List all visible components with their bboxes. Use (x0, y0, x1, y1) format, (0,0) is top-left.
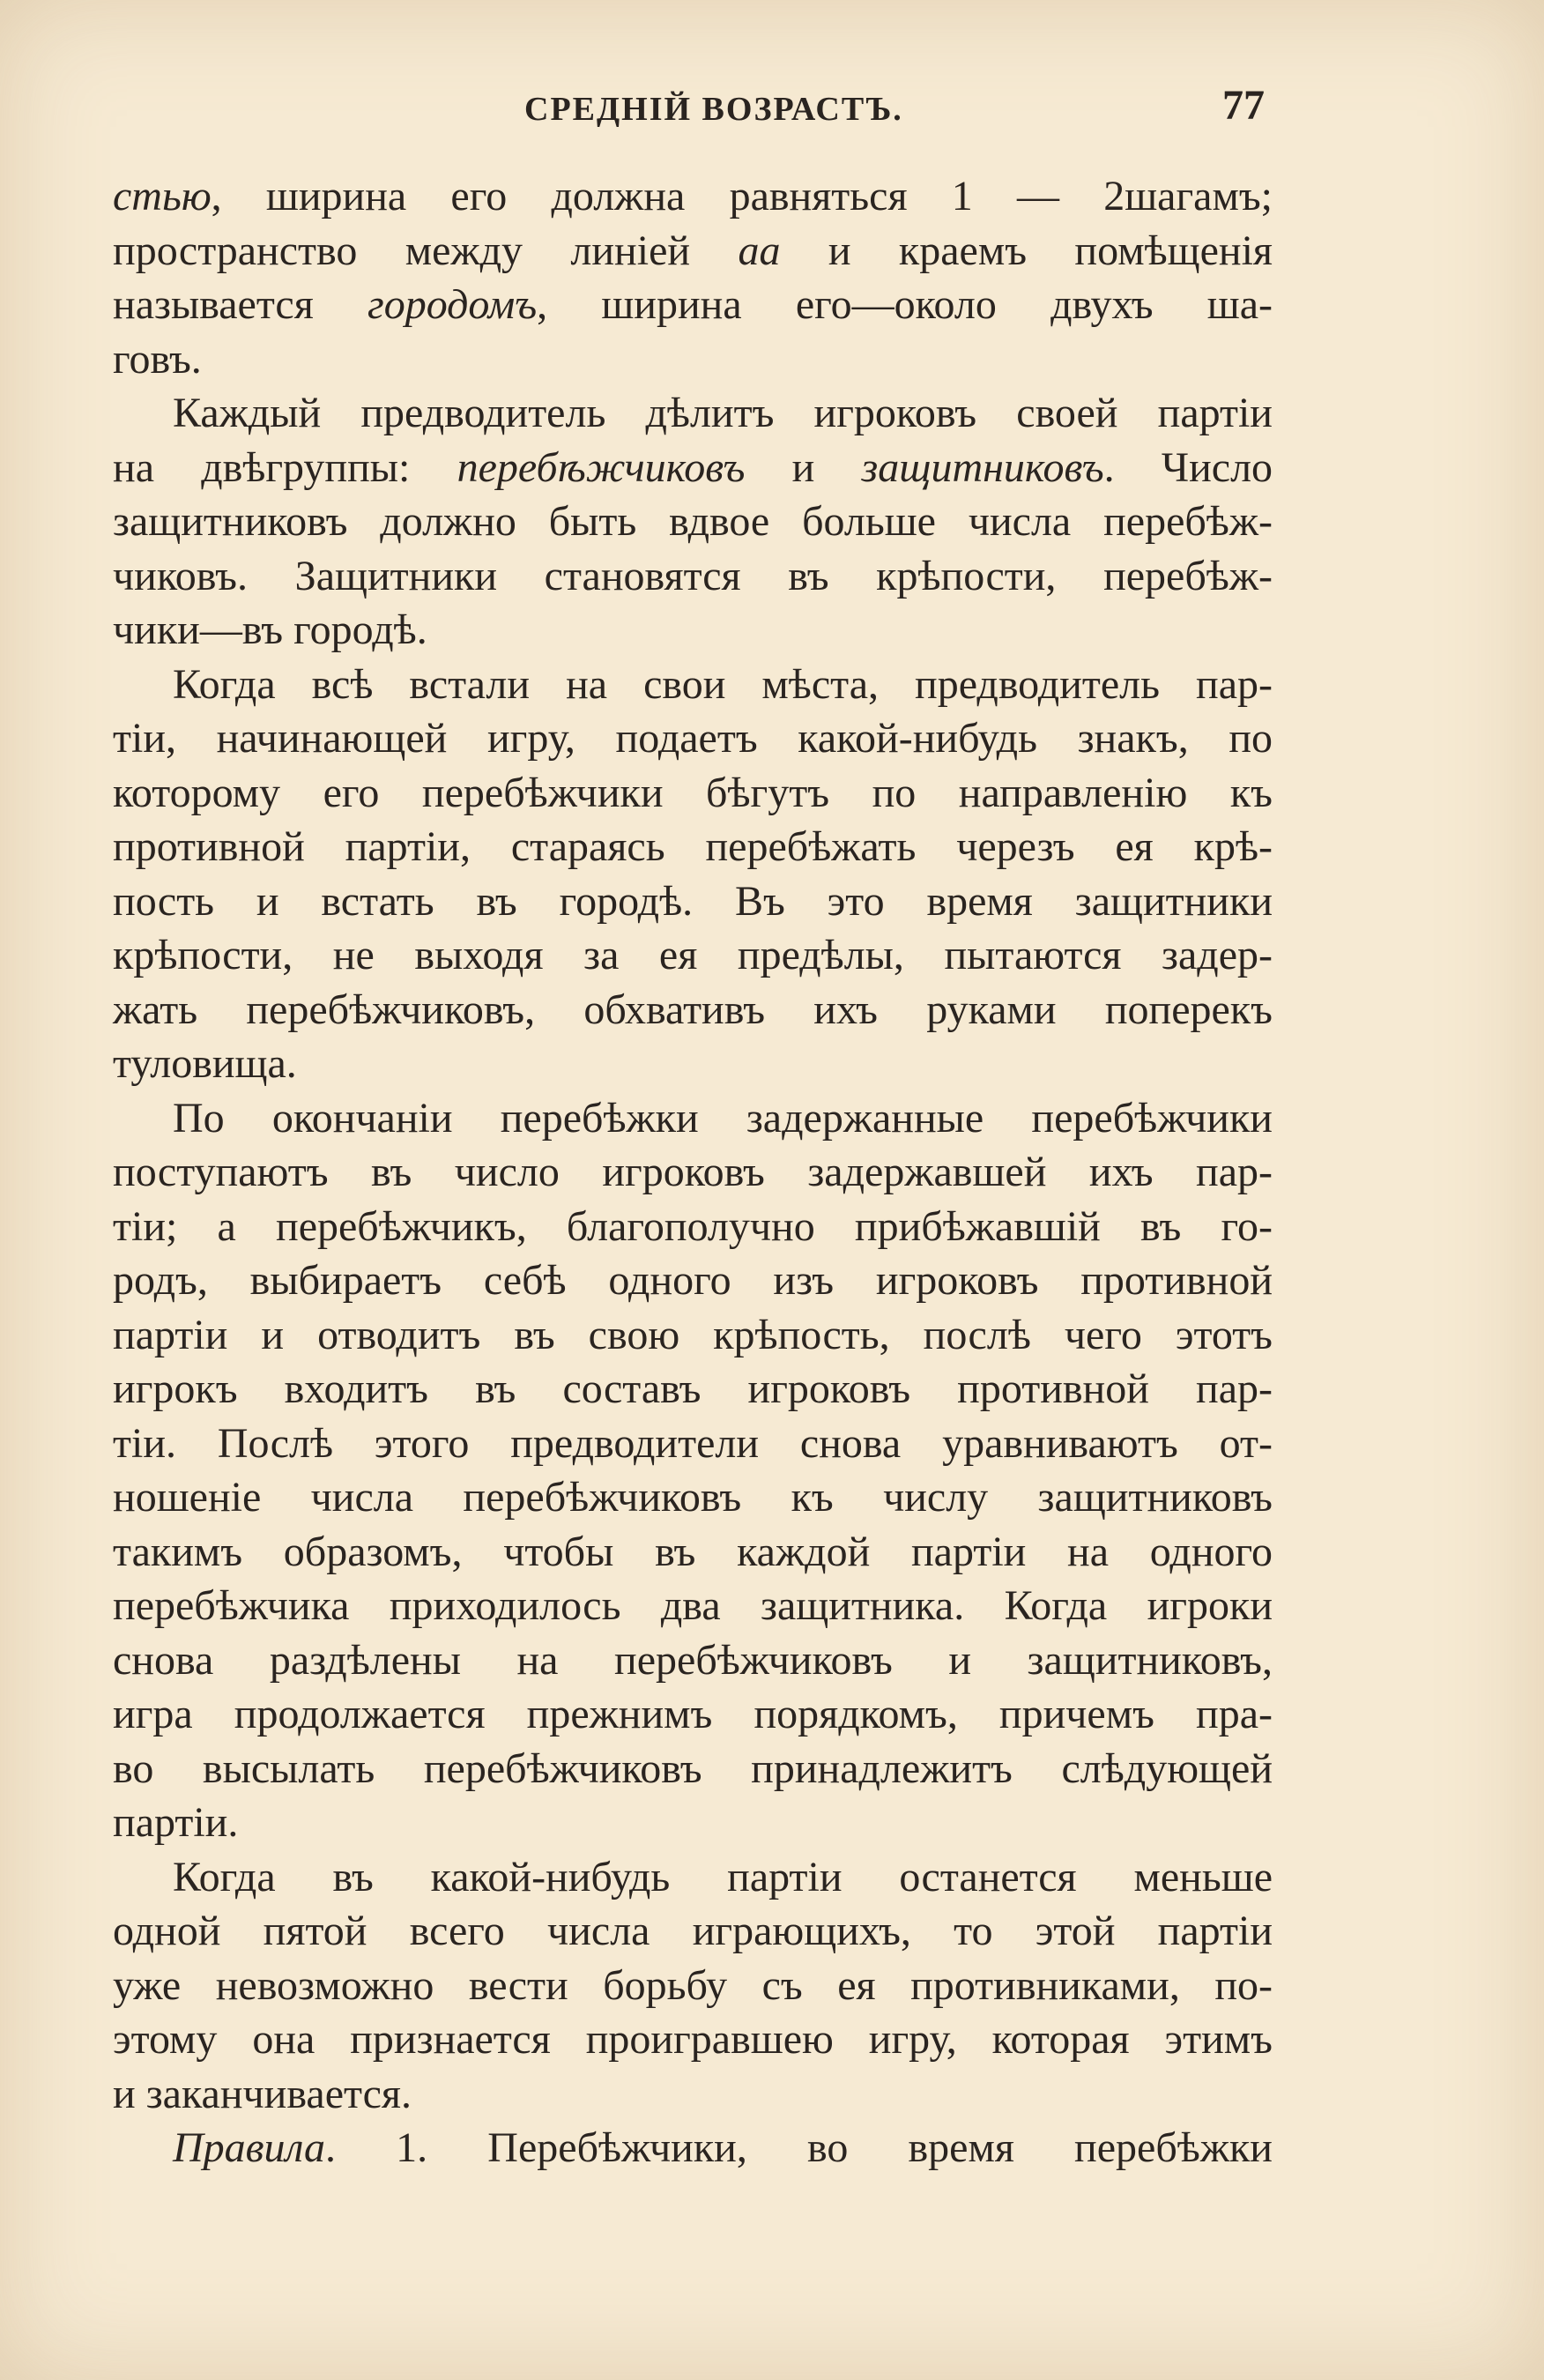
text-line: тіи, начинающей игру, подаетъ какой-нибудь знакъ, по (113, 715, 1273, 762)
text-line: такимъ образомъ, чтобы въ каждой партіи на одного (113, 1528, 1273, 1575)
text-line (113, 2121, 1273, 2175)
text-line: чиковъ. Защитники становятся въ крѣпости, перебѣж- (113, 552, 1273, 599)
text-line: снова раздѣлены на перебѣжчиковъ и защитниковъ, (113, 1636, 1273, 1684)
text-run: , ширина его—около двухъ ша- (537, 281, 1273, 328)
text-line: партіи и отводитъ въ свою крѣпость, послѣ чего этотъ (113, 1311, 1273, 1358)
text-run: , ширина его должна равняться 1 — 2шагамъ; (211, 173, 1273, 219)
paragraph-3 (113, 658, 1273, 1091)
text-line: защитниковъ должно быть вдвое больше числа перебѣж- (113, 498, 1273, 545)
italic-term: перебѣжчиковъ (457, 443, 746, 491)
text-line (113, 169, 1273, 224)
text-line: уже невозможно вести борьбу съ ея противниками, по- (113, 1961, 1273, 2009)
text-line: противной партіи, стараясь перебѣжать черезъ ея крѣ- (113, 823, 1273, 870)
text-line: чики—въ городѣ. (113, 606, 427, 653)
italic-term: городомъ (367, 281, 538, 328)
text-line (113, 224, 1273, 279)
text-run: . 1. Перебѣжчики, во время перебѣжки (325, 2124, 1273, 2171)
text-line: пость и встать въ городѣ. Въ это время защитники (113, 877, 1273, 925)
text-line: во высылать перебѣжчиковъ принадлежитъ слѣдующей (113, 1744, 1273, 1792)
text-line (113, 441, 1273, 495)
text-line: перебѣжчика приходилось два защитника. Когда игроки (113, 1582, 1273, 1629)
text-line: игра продолжается прежнимъ порядкомъ, причемъ пра- (113, 1691, 1273, 1737)
text-line: туловища. (113, 1040, 297, 1087)
paragraph-1 (113, 169, 1273, 386)
text-run: и (745, 443, 862, 491)
text-line: тіи. Послѣ этого предводители снова уравниваютъ от- (113, 1419, 1273, 1467)
text-run: . Число (1103, 443, 1273, 491)
text-line (113, 278, 1273, 332)
text-line: этому она признается проигравшею игру, которая этимъ (113, 2016, 1273, 2063)
text-line: поступаютъ въ число игроковъ задержавшей ихъ пар- (113, 1149, 1273, 1195)
italic-term: аа (738, 227, 781, 274)
italic-term: защитниковъ (861, 443, 1104, 491)
text-line: Каждый предводитель дѣлитъ игроковъ своей партіи (173, 390, 1273, 436)
text-run: пространство между линіей (113, 227, 739, 274)
text-line: говъ. (113, 335, 202, 383)
text-line: родъ, выбираетъ себѣ одного изъ игроковъ противной (113, 1257, 1273, 1304)
paragraph-5 (113, 1850, 1273, 2122)
text-line: которому его перебѣжчики бѣгутъ по направленію къ (113, 769, 1273, 816)
text-line: партіи. (113, 1799, 239, 1846)
text-line: Когда всѣ встали на свои мѣста, предводитель пар- (173, 660, 1273, 708)
text-line: жать перебѣжчиковъ, обхвативъ ихъ руками поперекъ (113, 985, 1273, 1033)
page-number: 77 (1222, 82, 1265, 129)
paragraph-6 (113, 2121, 1273, 2175)
italic-term: стью (113, 173, 212, 219)
text-run: называется (113, 281, 368, 328)
text-line: ношеніе числа перебѣжчиковъ къ числу защитниковъ (113, 1474, 1273, 1521)
italic-term: Правила (173, 2124, 326, 2171)
running-head: СРЕДНІЙ ВОЗРАСТЪ. (524, 91, 903, 128)
text-line: тіи; а перебѣжчикъ, благополучно прибѣжавшій въ го- (113, 1202, 1273, 1250)
text-run: на двѣгруппы: (113, 443, 457, 491)
text-run: и краемъ помѣщенія (780, 227, 1273, 274)
text-line: и заканчивается. (113, 2070, 412, 2117)
page-header (115, 81, 1273, 143)
text-line: Когда въ какой-нибудь партіи останется меньше (173, 1853, 1273, 1900)
body-text (113, 169, 1273, 2175)
text-line: игрокъ входитъ въ составъ игроковъ противной пар- (113, 1365, 1273, 1412)
text-line: По окончаніи перебѣжки задержанные перебѣжчики (173, 1094, 1273, 1142)
paragraph-2 (113, 386, 1273, 658)
text-line: крѣпости, не выходя за ея предѣлы, пытаются задер- (113, 932, 1273, 978)
paragraph-4 (113, 1091, 1273, 1850)
text-line: одной пятой всего числа играющихъ, то этой партіи (113, 1908, 1273, 1954)
